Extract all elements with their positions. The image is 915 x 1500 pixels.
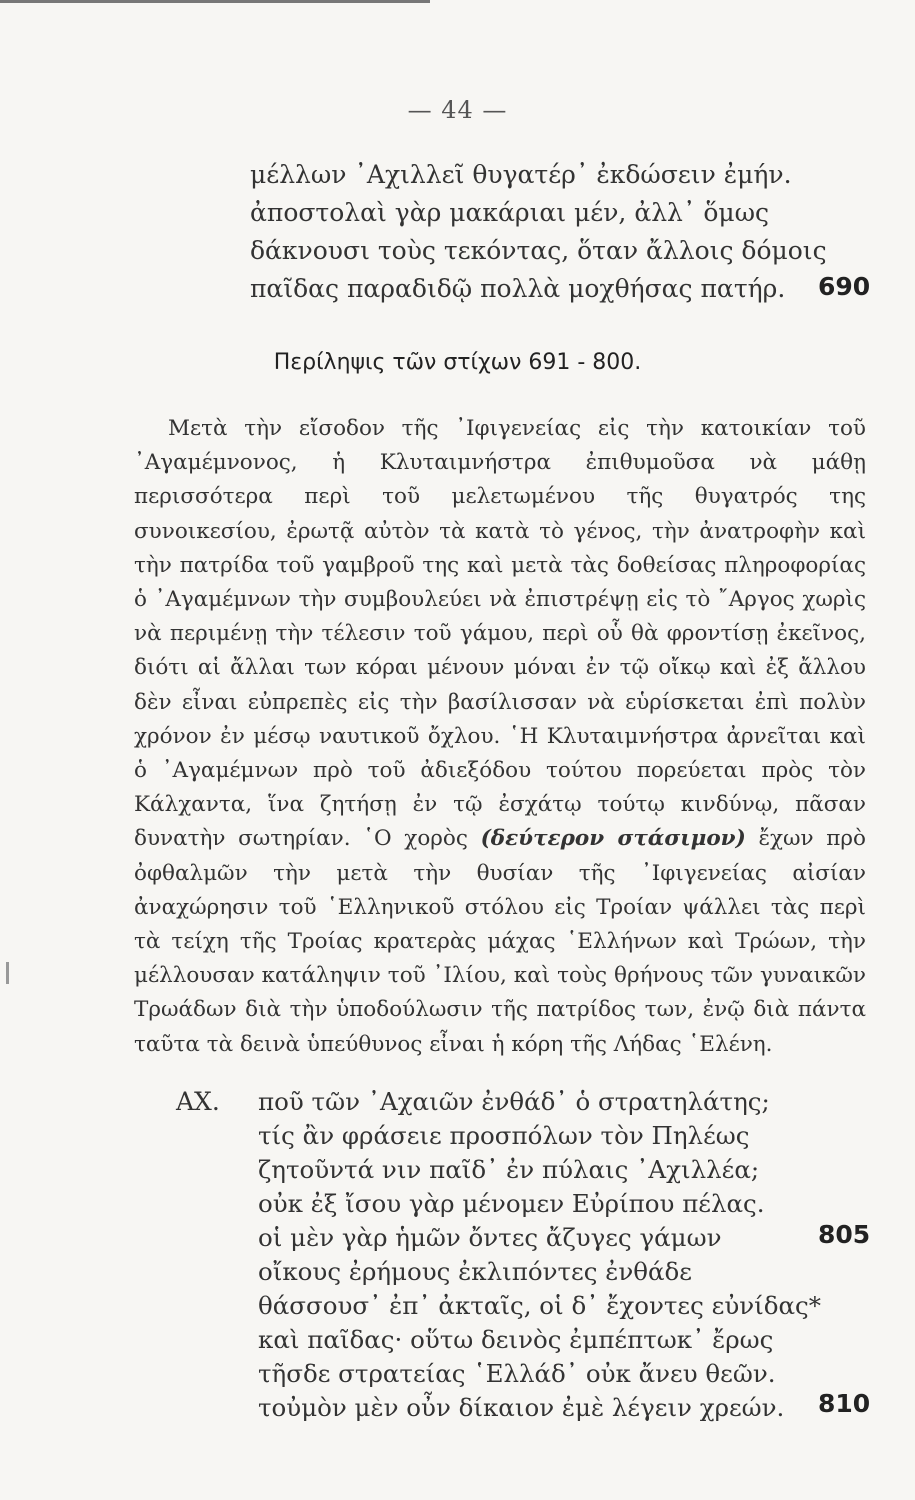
summary-text-part1: Μετὰ τὴν εἴσοδον τῆς ᾿Ιφιγενείας εἰς τὴν κατοικίαν τοῦ ᾿Αγαμέμνονος, ἡ Κλυταιμνήστρα ἐπιθυμοῦσα νὰ μάθῃ περισσότερα περὶ τοῦ μελετωμένου τῆς θυγατρός της συνοικεσίου, ἐρωτᾷ αὐτὸν τὰ κατὰ τὸ γένος, τὴν ἀνατροφὴν καὶ τὴν πατρίδα τοῦ γαμβροῦ της καὶ μετὰ τὰς δοθείσας πληροφορίας ὁ ᾿Αγαμέμνων τὴν συμβουλεύει νὰ ἐπιστρέψῃ εἰς τὸ ῎Αργος χωρὶς νὰ περιμένῃ τὴν τέλεσιν τοῦ γάμου, περὶ οὗ θὰ φροντίσῃ ἐκεῖνος, διότι αἱ ἄλλαι των κόραι μένουν μόναι ἐν τῷ οἴκῳ καὶ ἐξ ἄλλου δὲν εἶναι εὐπρεπὲς εἰς τὴν βασίλισσαν νὰ εὑρίσκεται ἐπὶ πολὺν χρόνον ἐν μέσῳ ναυτικοῦ ὄχλου. ῾Η Κλυταιμνήστρα ἀρνεῖται καὶ ὁ ᾿Αγαμέμνων πρὸ τοῦ ἀδιεξόδου τούτου πορεύεται πρὸς τὸν Κάλχαντα, ἵνα ζητήσῃ ἐν τῷ ἐσχάτῳ τούτῳ κινδύνῳ, πᾶσαν δυνατὴν σωτηρίαν. ῾Ο χορὸς — [134, 416, 866, 852]
summary-heading: Περίληψις τῶν στίχων 691 - 800. — [273, 350, 642, 375]
line-number: 810 — [818, 1389, 871, 1418]
verse-line: θάσσουσ᾿ ἐπ᾿ ἀκταῖς, οἱ δ᾿ ἔχοντες εὐνίδας* — [258, 1291, 821, 1320]
line-number: 805 — [818, 1220, 871, 1249]
top-rule — [0, 0, 430, 3]
speaker-label: ΑΧ. — [176, 1087, 220, 1116]
verse-line: οἴκους ἐρήμους ἐκλιπόντες ἐνθάδε — [258, 1257, 693, 1286]
verse-line: τοὐμὸν μὲν οὖν δίκαιον ἐμὲ λέγειν χρεών. — [258, 1393, 785, 1422]
verse-line: τίς ἂν φράσειε προσπόλων τὸν Πηλέως — [258, 1121, 750, 1150]
margin-mark — [6, 962, 9, 984]
verse-line: οὐκ ἐξ ἴσου γὰρ μένομεν Εὐρίπου πέλας. — [258, 1189, 765, 1218]
verse-line: τῆσδε στρατείας ῾Ελλάδ᾿ οὐκ ἄνευ θεῶν. — [258, 1359, 776, 1388]
verse-line: ποῦ τῶν ᾿Αχαιῶν ἐνθάδ᾿ ὁ στρατηλάτης; — [258, 1087, 770, 1116]
verse-line: δάκνουσι τοὺς τεκόντας, ὅταν ἄλλοις δόμοις — [250, 236, 827, 265]
summary-paragraph — [134, 412, 866, 1062]
verse-line: καὶ παῖδας· οὕτω δεινὸς ἐμπέπτωκ᾿ ἔρως — [258, 1325, 774, 1354]
line-number: 690 — [818, 272, 871, 301]
summary-emphasis: (δεύτερον στάσιμον) — [480, 826, 746, 852]
verse-line: ζητοῦντά νιν παῖδ᾿ ἐν πύλαις ᾿Αχιλλέα; — [258, 1155, 760, 1184]
verse-line: παῖδας παραδιδῷ πολλὰ μοχθήσας πατήρ. — [250, 274, 786, 303]
verse-line: ἀποστολαὶ γὰρ μακάριαι μέν, ἀλλ᾿ ὅμως — [250, 198, 770, 227]
verse-line: οἱ μὲν γὰρ ἡμῶν ὄντες ἄζυγες γάμων — [258, 1223, 722, 1252]
page-number: — 44 — — [407, 96, 508, 124]
summary-text-part2: ἔχων πρὸ ὀφθαλμῶν τὴν μετὰ τὴν θυσίαν τῆς ᾿Ιφιγενείας αἰσίαν ἀναχώρησιν τοῦ ῾Ελληνικοῦ στόλου εἰς Τροίαν ψάλλει τὰς περὶ τὰ τείχη τῆς Τροίας κρατερὰς μάχας ῾Ελλήνων καὶ Τρώων, τὴν μέλλουσαν κατάληψιν τοῦ ᾿Ιλίου, καὶ τοὺς θρήνους τῶν γυναικῶν Τρωάδων διὰ τὴν ὑποδούλωσιν τῆς πατρίδος των, ἐνῷ διὰ πάντα ταῦτα τὰ δεινὰ ὑπεύθυνος εἶναι ἡ κόρη τῆς Λήδας ῾Ελένη. — [134, 826, 866, 1057]
verse-line: μέλλων ᾿Αχιλλεῖ θυγατέρ᾿ ἐκδώσειν ἐμήν. — [250, 160, 792, 189]
